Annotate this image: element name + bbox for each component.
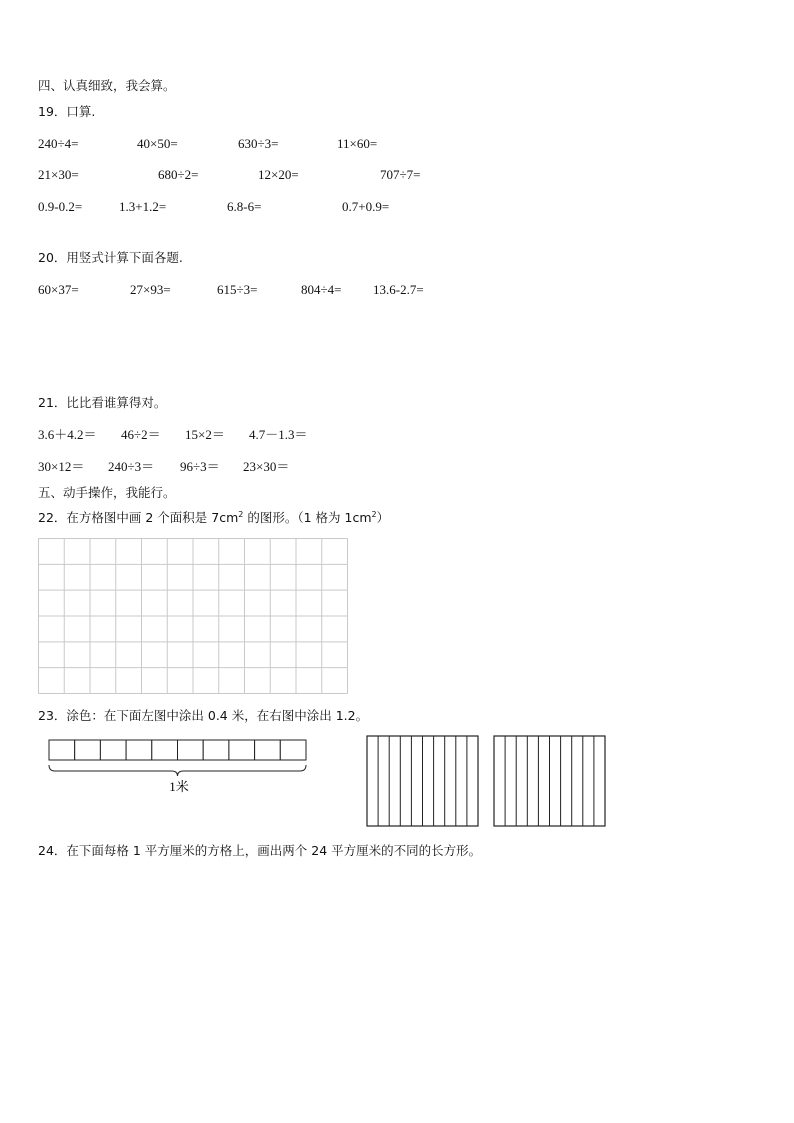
- section-5-heading: 五、动手操作，我能行。: [38, 485, 176, 500]
- expression: 11×60=: [337, 136, 378, 151]
- question-23-title: 23．涂色：在下面左图中涂出 0.4 米，在右图中涂出 1.2。: [38, 708, 369, 723]
- meter-segment: [280, 740, 306, 760]
- meter-segment: [49, 740, 75, 760]
- expression: 12×20=: [258, 167, 299, 182]
- expression: 240÷4=: [38, 136, 79, 151]
- expression: 27×93=: [130, 282, 171, 297]
- meter-segment: [203, 740, 229, 760]
- meter-segment: [229, 740, 255, 760]
- question-20-title: 20．用竖式计算下面各题.: [38, 250, 183, 265]
- expression: 615÷3=: [217, 282, 258, 297]
- question-22-title: 22．在方格图中画 2 个面积是 $7cm^2$ 的图形。（1 格为 $1cm^2$）: [38, 510, 390, 525]
- expression: 707÷7=: [380, 167, 421, 182]
- expression: 4.7－1.3＝: [249, 427, 308, 442]
- question-24-title: 24．在下面每格 1 平方厘米的方格上，画出两个 24 平方厘米的不同的长方形。: [38, 843, 482, 858]
- strip-boxes-diagram[interactable]: [366, 735, 608, 828]
- expression: 240÷3＝: [108, 459, 155, 474]
- meter-segment: [100, 740, 126, 760]
- expression: 96÷3＝: [180, 459, 220, 474]
- expression: 21×30=: [38, 167, 79, 182]
- meter-segment: [126, 740, 152, 760]
- right-strip-box: [494, 736, 605, 826]
- meter-segment: [152, 740, 178, 760]
- expression: 46÷2＝: [121, 427, 161, 442]
- question-21-title: 21．比比看谁算得对。: [38, 395, 167, 410]
- expression: 3.6＋4.2＝: [38, 427, 97, 442]
- expression: 15×2＝: [185, 427, 225, 442]
- brace: [49, 765, 306, 776]
- expression: 804÷4=: [301, 282, 342, 297]
- expression: 13.6-2.7=: [373, 282, 424, 297]
- brace-label: 1米: [169, 779, 189, 794]
- expression: 630÷3=: [238, 136, 279, 151]
- expression: 30×12＝: [38, 459, 85, 474]
- meter-segment: [255, 740, 281, 760]
- expression: 23×30＝: [243, 459, 290, 474]
- expression: 0.7+0.9=: [342, 199, 390, 214]
- section-4-heading: 四、认真细致，我会算。: [38, 78, 176, 93]
- expression: 6.8-6=: [227, 199, 262, 214]
- expression: 60×37=: [38, 282, 79, 297]
- left-strip-box: [367, 736, 478, 826]
- meter-segment: [178, 740, 204, 760]
- meter-segment: [75, 740, 101, 760]
- question-19-title: 19．口算.: [38, 104, 96, 119]
- expression: 0.9-0.2=: [38, 199, 83, 214]
- expression: 40×50=: [137, 136, 178, 151]
- square-grid[interactable]: [38, 538, 348, 694]
- meter-bar-diagram[interactable]: [48, 739, 308, 801]
- expression: 1.3+1.2=: [119, 199, 167, 214]
- expression: 680÷2=: [158, 167, 199, 182]
